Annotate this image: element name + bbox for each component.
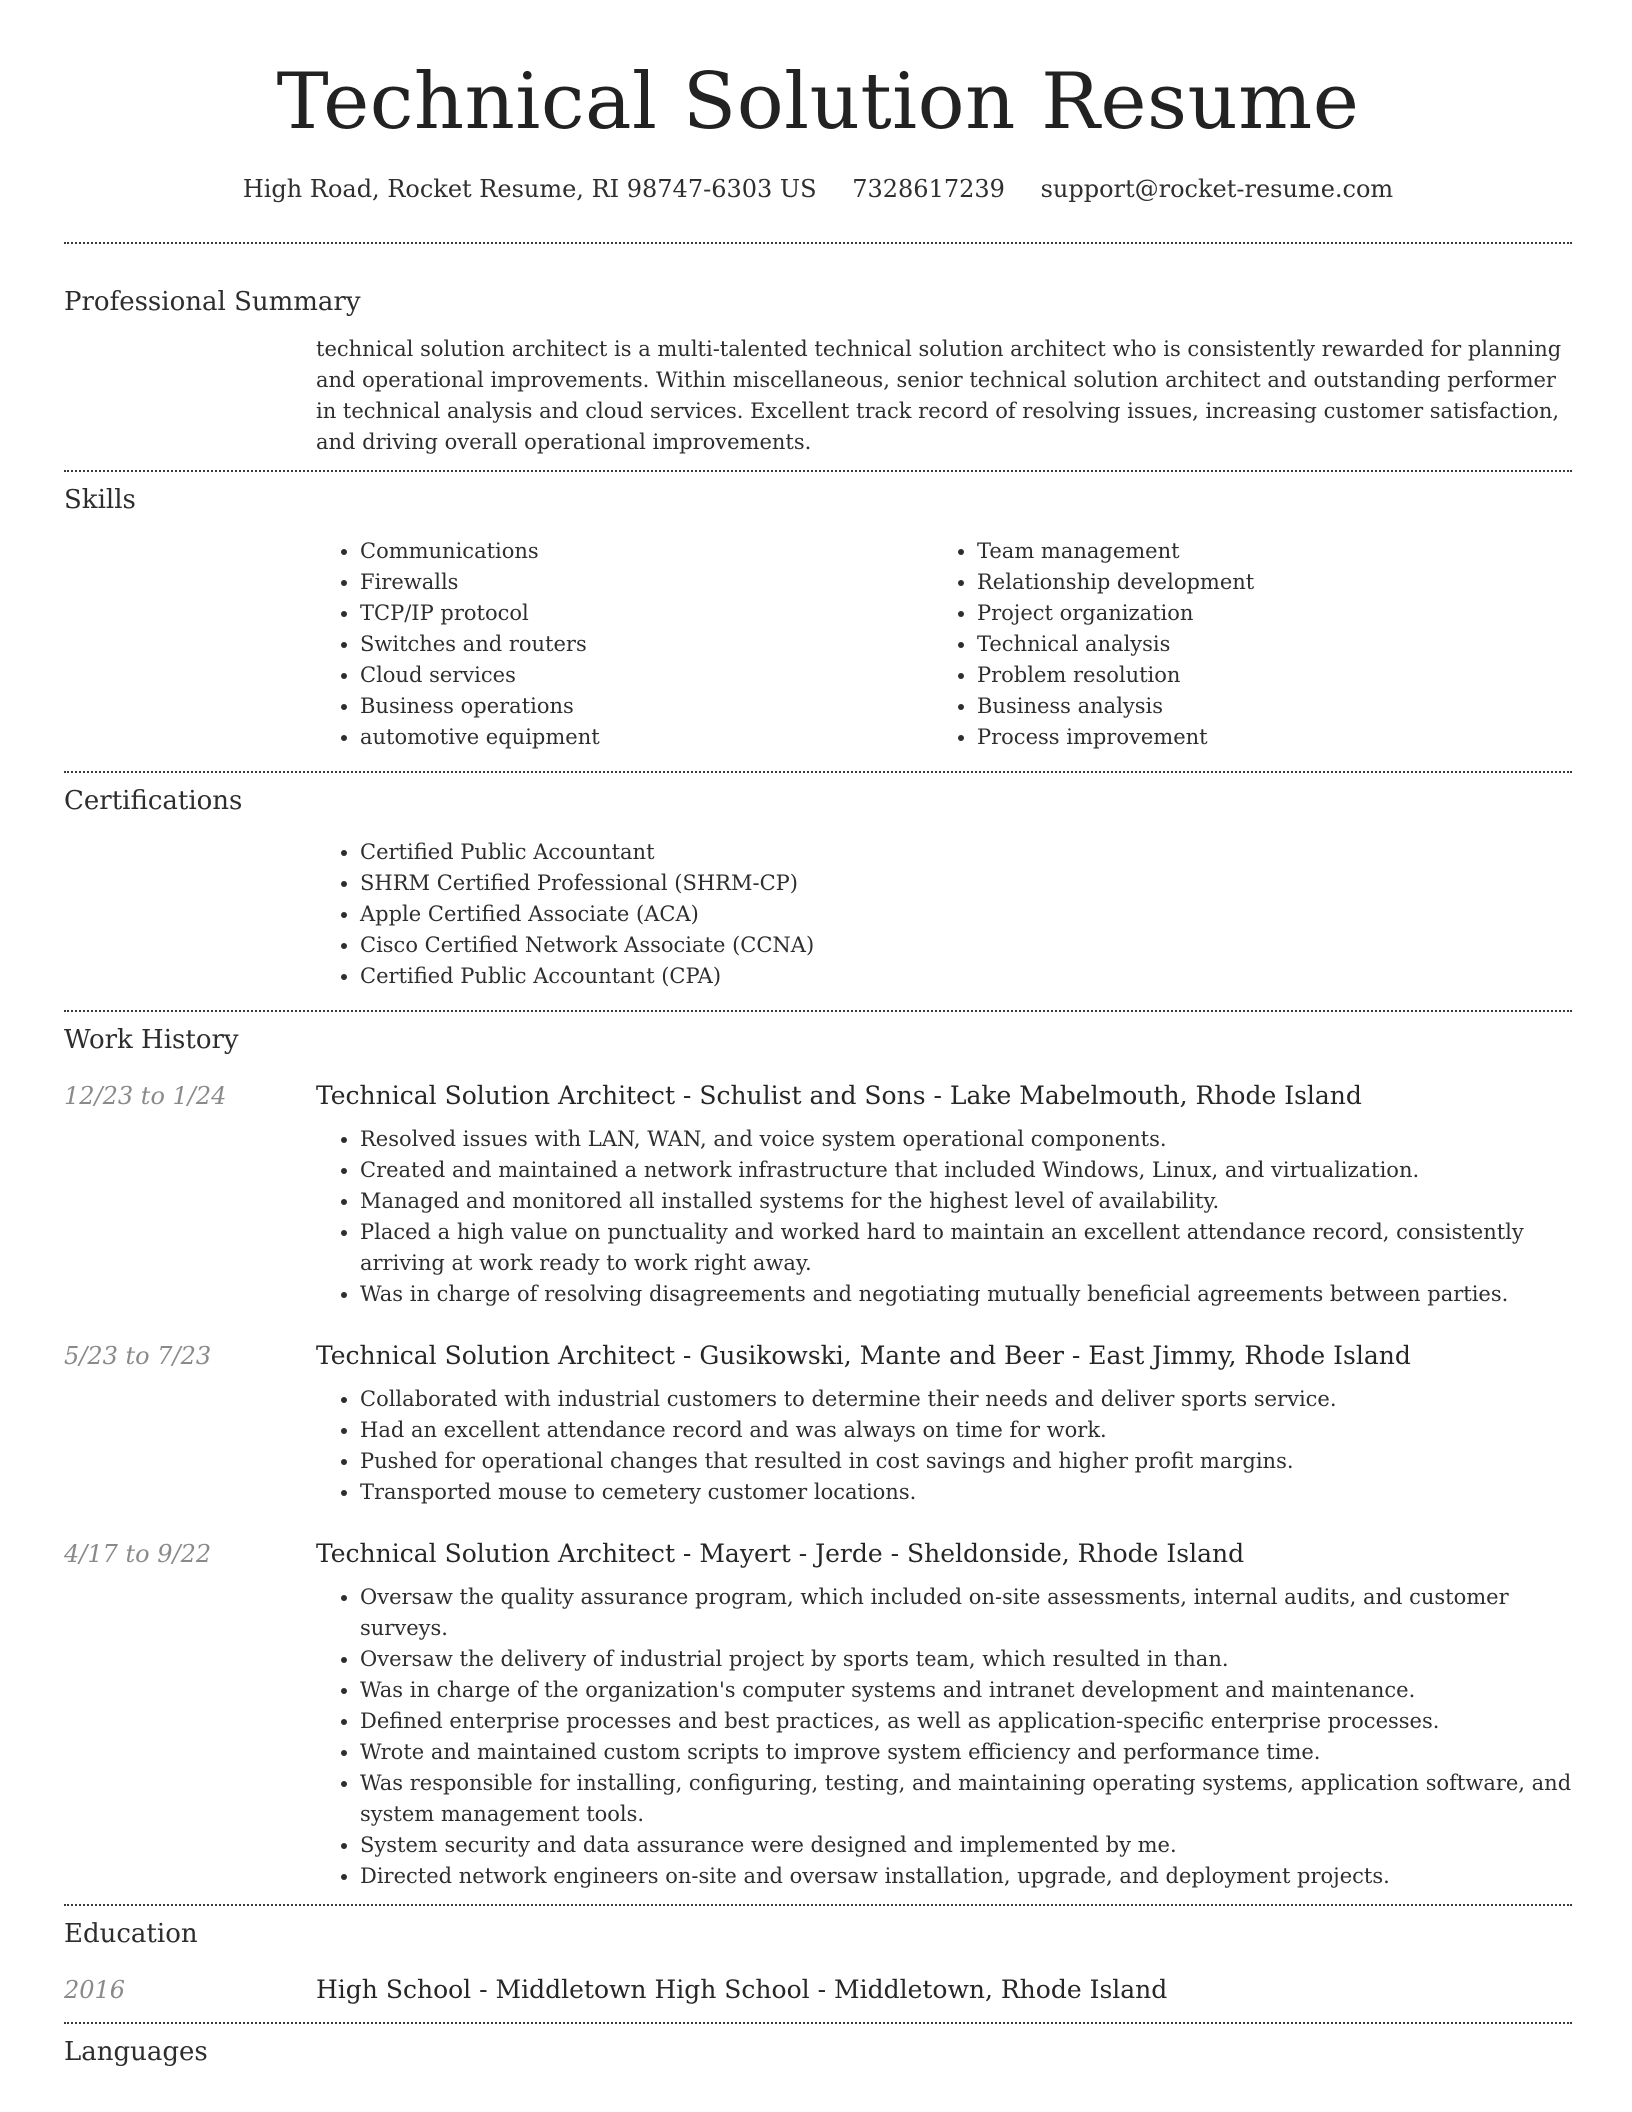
section-divider [64,2022,1572,2024]
job-bullet: • Resolved issues with LAN, WAN, and voice system operational components. [360,1124,1572,1155]
section-divider [64,1904,1572,1906]
contact-address: High Road, Rocket Resume, RI 98747-6303 US [242,175,817,203]
list-item: • Business operations [360,691,933,722]
summary-section [64,284,1572,458]
education-section [64,1916,1572,2008]
education-entry [64,1972,1572,2008]
job-bullet: • Was responsible for installing, configuring, testing, and maintaining operating systems, application software, and system management tools. [360,1768,1572,1830]
list-item: • automotive equipment [360,722,933,753]
job-bullet: • Oversaw the quality assurance program, which included on-site assessments, internal audits, and customer surveys. [360,1582,1572,1644]
job-bullet: • Pushed for operational changes that resulted in cost savings and higher profit margins. [360,1446,1572,1477]
job-entry [64,1536,1572,1892]
job-bullet-list [316,1384,1572,1508]
job-bullet: • Was in charge of resolving disagreements and negotiating mutually beneficial agreements between parties. [360,1279,1572,1310]
job-bullet-list [316,1582,1572,1892]
work-jobs [64,1078,1572,1892]
resume-title: Technical Solution Resume [276,57,1360,147]
work-heading: Work History [64,1025,239,1055]
list-item: • Communications [360,536,933,567]
certifications-heading: Certifications [64,786,243,816]
list-item: • Cisco Certified Network Associate (CCNA) [360,930,1572,961]
skills-left-list [316,536,933,753]
skills-left-column [316,536,933,753]
job-bullets [316,1124,1572,1310]
list-item: • Team management [977,536,1550,567]
list-item: • Project organization [977,598,1550,629]
job-heading: Technical Solution Architect - Gusikowski, Mante and Beer - East Jimmy, Rhode Island [316,1341,1411,1370]
section-divider [64,470,1572,472]
list-item: • Problem resolution [977,660,1550,691]
skills-right-column [933,536,1550,753]
list-item: • Technical analysis [977,629,1550,660]
job-bullet: • Had an excellent attendance record and was always on time for work. [360,1415,1572,1446]
job-entry [64,1078,1572,1310]
list-item: • Certified Public Accountant [360,837,1572,868]
job-bullet: • Oversaw the delivery of industrial project by sports team, which resulted in than. [360,1644,1572,1675]
job-dates: 5/23 to 7/23 [64,1342,212,1370]
list-item: • Relationship development [977,567,1550,598]
summary-heading: Professional Summary [64,287,361,317]
certifications-list [316,837,1572,992]
education-date: 2016 [64,1976,126,2004]
list-item: • Cloud services [360,660,933,691]
job-bullet: • Placed a high value on punctuality and worked hard to maintain an excellent attendance record, consistently arriving at work ready to work right away. [360,1217,1572,1279]
job-bullet: • Transported mouse to cemetery customer locations. [360,1477,1572,1508]
job-bullet-list [316,1124,1572,1310]
resume-header [64,0,1572,206]
job-bullet: • Directed network engineers on-site and oversaw installation, upgrade, and deployment projects. [360,1861,1572,1892]
section-divider [64,771,1572,773]
skills-columns [316,536,1572,753]
skills-heading: Skills [64,485,136,515]
job-dates: 4/17 to 9/22 [64,1540,212,1568]
job-bullet: • Wrote and maintained custom scripts to improve system efficiency and performance time. [360,1737,1572,1768]
job-heading: Technical Solution Architect - Schulist and Sons - Lake Mabelmouth, Rhode Island [316,1081,1362,1110]
skills-right-list [933,536,1550,753]
list-item: • Switches and routers [360,629,933,660]
list-item: • Apple Certified Associate (ACA) [360,899,1572,930]
skills-section [64,482,1572,753]
job-bullet: • Created and maintained a network infrastructure that included Windows, Linux, and virtualization. [360,1155,1572,1186]
contact-phone: 7328617239 [852,175,1005,203]
certifications-content [316,837,1572,992]
education-heading: Education [64,1919,198,1949]
section-divider [64,1010,1572,1012]
languages-section [64,2034,1572,2070]
list-item: • Firewalls [360,567,933,598]
list-item: • SHRM Certified Professional (SHRM-CP) [360,868,1572,899]
list-item: • Certified Public Accountant (CPA) [360,961,1572,992]
job-entry [64,1338,1572,1508]
job-heading: Technical Solution Architect - Mayert - Jerde - Sheldonside, Rhode Island [316,1539,1245,1568]
list-item: • Process improvement [977,722,1550,753]
languages-heading: Languages [64,2037,208,2067]
job-bullet: • Defined enterprise processes and best practices, as well as application-specific enterprise processes. [360,1706,1572,1737]
work-section [64,1022,1572,1892]
job-bullet: • Was in charge of the organization's computer systems and intranet development and maintenance. [360,1675,1572,1706]
job-bullet: • Collaborated with industrial customers to determine their needs and deliver sports service. [360,1384,1572,1415]
resume-page [64,0,1572,2070]
summary-text: technical solution architect is a multi-talented technical solution architect who is consistently rewarded for planning and operational improvements. Within miscellaneous, senior technical solution architect and outstanding performer in technical analysis and cloud services. Excellent track record of resolving issues, increasing customer satisfaction, and driving overall operational improvements. [316,337,1562,454]
summary-content [316,334,1572,458]
job-bullet: • Managed and monitored all installed systems for the highest level of availability. [360,1186,1572,1217]
education-heading-line: High School - Middletown High School - Middletown, Rhode Island [316,1975,1168,2004]
job-bullets [316,1384,1572,1508]
list-item: • TCP/IP protocol [360,598,933,629]
section-divider [64,242,1572,244]
job-bullets [316,1582,1572,1892]
contact-email: support@rocket-resume.com [1040,175,1394,203]
job-dates: 12/23 to 1/24 [64,1082,227,1110]
list-item: • Business analysis [977,691,1550,722]
contact-line [64,172,1572,206]
job-bullet: • System security and data assurance were designed and implemented by me. [360,1830,1572,1861]
certifications-section [64,783,1572,992]
